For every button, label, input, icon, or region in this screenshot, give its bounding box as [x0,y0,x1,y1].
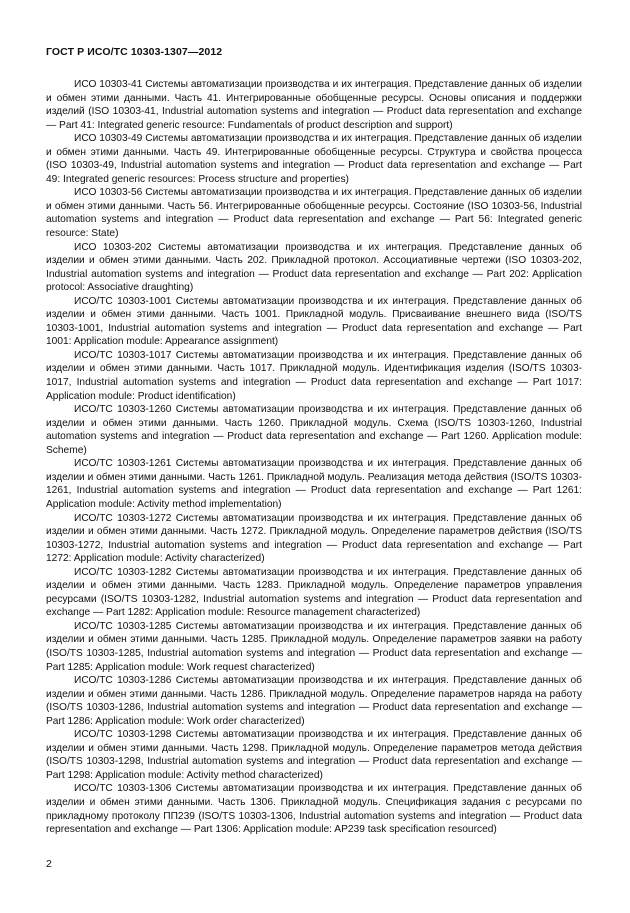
normative-references [46,78,582,837]
reference-iso-ts-10303-1260: ИСО/ТС 10303-1260 Системы автоматизации производства и их интеграция. Представление данных об изделии и обмен этими данными. Часть 1260. Прикладной модуль. Схема (ISO/TS 10303-1260, Industrial automation systems and integration — Product data representation and exchange — Part 1260. Application module: Scheme) [46,404,582,456]
reference-iso-ts-10303-1298: ИСО/ТС 10303-1298 Системы автоматизации производства и их интеграция. Представление данных об изделии и обмен этими данными. Часть 1298. Прикладной модуль. Определение параметров метода действия (ISO/TS 10303-1298, Industrial automation systems and integration — Product data representation and exchange — Part 1298: Application module: Activity method characterized) [46,729,582,781]
reference-iso-ts-10303-1282: ИСО/ТС 10303-1282 Системы автоматизации производства и их интеграция. Представление данных об изделии и обмен этими данными. Часть 1283. Прикладной модуль. Определение параметров управления ресурсами (ISO/TS 10303-1282, Industrial automation systems and integration — Product data representation and exchange — Part 1282: Application module: Resource management characterized) [46,566,582,619]
reference-iso-10303-56: ИСО 10303-56 Системы автоматизации производства и их интеграция. Представление данных об изделии и обмен этими данными. Часть 56. Интегрированные обобщенные ресурсы. Состояние (ISO 10303-56, Industrial automation systems and integration — Product data representation and exchange — Part 56: Integrated generic resource: State) [46,187,582,240]
reference-iso-10303-202: ИСО 10303-202 Системы автоматизации производства и их интеграция. Представление данных об изделии и обмен этими данными. Часть 202. Прикладной протокол. Ассоциативные чертежи (ISO 10303-202, Industrial automation systems and integration — Product data representation and exchange — Part 202: Application protocol: Associative draughting) [46,241,582,294]
reference-iso-ts-10303-1261: ИСО/ТС 10303-1261 Системы автоматизации производства и их интеграция. Представление данных об изделии и обмен этими данными. Часть 1261. Прикладной модуль. Реализация метода действия (ISO/TS 10303-1261, Industrial automation systems and integration — Product data representation and exchange — Part 1261: Application module: Activity method implementation) [46,458,582,510]
reference-iso-ts-10303-1306: ИСО/ТС 10303-1306 Системы автоматизации производства и их интеграция. Представление данных об изделии и обмен этими данными. Часть 1306. Прикладной модуль. Спецификация задания с ресурсами по прикладному протоколу ПП239 (ISO/TS 10303-1306, Industrial automation systems and integration — Product data representation and exchange — Part 1306: Application module: AP239 task specification resourced) [46,783,582,836]
reference-iso-10303-41: ИСО 10303-41 Системы автоматизации производства и их интеграция. Представление данных об изделии и обмен этими данными. Часть 41. Интегрированные обобщенные ресурсы. Основы описания и поддержки изделий (ISO 10303-41, Industrial automation systems and integration — Product data representation and exchange — Part 41: Integrated generic resource: Fundamentals of product description and support) [46,79,582,131]
page-number: 2 [46,858,52,870]
reference-iso-ts-10303-1017: ИСО/ТС 10303-1017 Системы автоматизации производства и их интеграция. Представление данных об изделии и обмен этими данными. Часть 1017. Прикладной модуль. Идентификация изделия (ISO/TS 10303-1017, Industrial automation systems and integration — Product data representation and exchange — Part 1017: Application module: Product identification) [46,349,582,402]
reference-iso-ts-10303-1272: ИСО/ТС 10303-1272 Системы автоматизации производства и их интеграция. Представление данных об изделии и обмен этими данными. Часть 1272. Прикладной модуль. Определение параметров действия (ISO/TS 10303-1272, Industrial automation systems and integration — Product data representation and exchange — Part 1272: Application module: Activity characterized) [46,512,582,565]
reference-iso-10303-49: ИСО 10303-49 Системы автоматизации производства и их интеграция. Представление данных об изделии и обмен этими данными. Часть 49. Интегрированные обобщенные ресурсы. Структура и свойства процесса (ISO 10303-49, Industrial automation systems and integration — Product data representation and exchange — Part 49: Integrated generic resources: Process structure and properties) [46,133,582,185]
reference-iso-ts-10303-1001: ИСО/ТС 10303-1001 Системы автоматизации производства и их интеграция. Представление данных об изделии и обмен этими данными. Часть 1001. Прикладной модуль. Присваивание внешнего вида (ISO/TS 10303-1001, Industrial automation systems and integration — Product data representation and exchange — Part 1001: Application module: Appearance assignment) [46,295,582,348]
page-header: ГОСТ Р ИСО/ТС 10303-1307—2012 [46,46,223,58]
reference-iso-ts-10303-1286: ИСО/ТС 10303-1286 Системы автоматизации производства и их интеграция. Представление данных об изделии и обмен этими данными. Часть 1286. Прикладной модуль. Определение параметров наряда на работу (ISO/TS 10303-1286, Industrial automation systems and integration — Product data representation and exchange — Part 1286: Application module: Work order characterized) [46,675,582,727]
reference-iso-ts-10303-1285: ИСО/ТС 10303-1285 Системы автоматизации производства и их интеграция. Представление данных об изделии и обмен этими данными. Часть 1285. Прикладной модуль. Определение параметров заявки на работу (ISO/TS 10303-1285, Industrial automation systems and integration — Product data representation and exchange — Part 1285: Application module: Work request characterized) [46,620,582,673]
